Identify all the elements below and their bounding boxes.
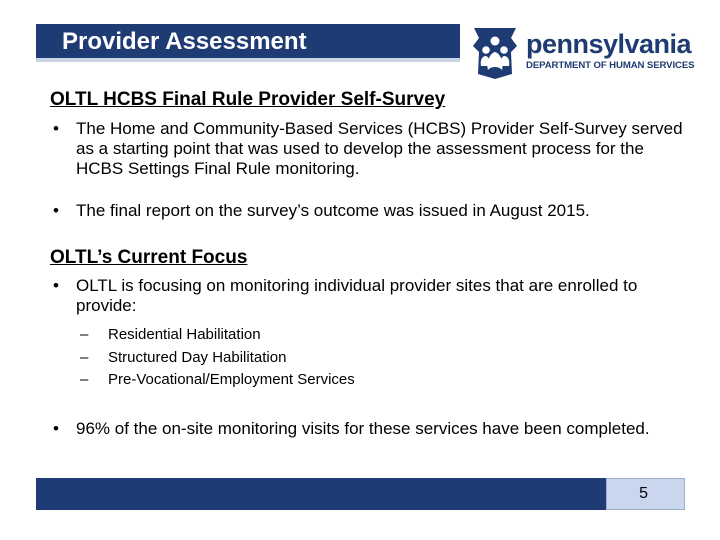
dash-icon: – [80, 348, 89, 366]
page-title: Provider Assessment [62, 28, 307, 55]
bullet-item [50, 119, 690, 179]
bullet-text: The final report on the survey’s outcome was issued in August 2015. [76, 201, 590, 220]
logo-wordmark: pennsylvania [526, 29, 692, 59]
section-heading: OLTL HCBS Final Rule Provider Self-Survey [50, 89, 446, 110]
list-item-text: Pre-Vocational/Employment Services [108, 371, 355, 388]
list-item-text: Structured Day Habilitation [108, 348, 287, 366]
bullet-icon: • [53, 201, 59, 220]
bullet-icon: • [53, 119, 59, 138]
service-list [50, 324, 690, 392]
bullet-icon: • [53, 276, 59, 295]
bullet-text: 96% of the on-site monitoring visits for these services have been completed. [76, 418, 650, 438]
logo-subtitle: DEPARTMENT OF HUMAN SERVICES [526, 60, 695, 71]
section-current-focus [50, 247, 690, 439]
dash-icon: – [80, 371, 89, 388]
keystone-family-icon [470, 26, 520, 80]
section-self-survey [50, 89, 690, 221]
bullet-item [50, 276, 690, 316]
slide-content [50, 89, 690, 439]
list-item [80, 347, 690, 370]
bullet-item [50, 419, 690, 439]
title-bar [36, 24, 460, 62]
bullet-icon: • [53, 418, 59, 438]
bullet-text: The Home and Community-Based Services (HCBS) Provider Self-Survey served as a starting point that was used to develop the assessment process for the HCBS Settings Final Rule monitoring. [76, 119, 683, 178]
list-item [80, 324, 690, 347]
bullet-item [50, 201, 690, 221]
bullet-text: OLTL is focusing on monitoring individual provider sites that are enrolled to provide: [76, 276, 638, 315]
page-number: 5 [639, 485, 648, 502]
page-number-box [606, 478, 685, 510]
section-heading: OLTL’s Current Focus [50, 247, 248, 268]
footer-bar [36, 478, 606, 510]
list-item-text: Residential Habilitation [108, 326, 261, 343]
list-item [80, 369, 690, 392]
pa-dhs-logo [470, 26, 710, 82]
dash-icon: – [80, 326, 89, 343]
